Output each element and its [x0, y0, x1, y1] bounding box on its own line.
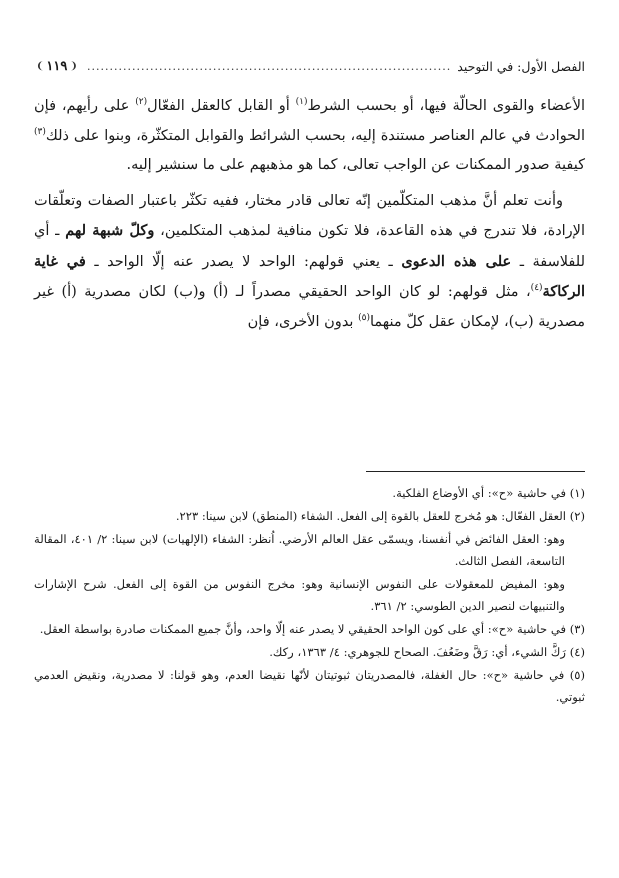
chapter-title: الفصل الأول: في التوحيد: [457, 59, 585, 74]
bold-phrase-3: في غاية الركاكة: [34, 252, 585, 300]
footnote-ref-3[interactable]: (٣): [34, 126, 46, 137]
footnote-2: (٢) العقل الفعّال: هو مُخرج للعقل بالقوة إلى الفعل. الشفاء (المنطق) لابن سينا: ٢٢٣.: [175, 509, 585, 523]
footnote-ref-4[interactable]: (٤): [530, 283, 543, 294]
footnote-ref-1[interactable]: (١): [295, 97, 308, 108]
main-text: [34, 92, 585, 343]
footnote-5: (٥) في حاشية «ح»: حال الغفلة، فالمصدريتان ثبوتيتان لأنّها نقيضا العدم، وهو قولنا: لا مصدرية، ونقيض العدمي ثبوتي.: [34, 668, 585, 704]
footnote-3: (٣) في حاشية «ح»: أي على كون الواحد الحقيقي لا يصدر عنه إلّا واحد، وأنَّ جميع الممكنات صادرة بواسطة العقل.: [39, 622, 585, 636]
footnote-2-cont-a: وهو: العقل الفائض في أنفسنا، ويسمّى عقل العالم الأرضي. اُنظر: الشفاء (الإلهيات) لابن سينا: ٢/ ٤٠١، المقالة التاسعة، الفصل الثالث.: [34, 532, 566, 568]
paragraph-2: وأنت تعلم أنَّ مذهب المتكلّمين إنّه تعالى قادر مختار، ففيه تكثّر باعتبار الصفات وتعلّقات الإرادة، فلا تندرج في هذه القاعدة، فلا تكون منافية لمذهب المتكلمين، وكلّ شبهة لهم ـ أي للفلاسفة ـ على هذه الدعوى ـ يعني قولهم: الواحد لا يصدر عنه إلّا الواحد ـ في غاية الركاكة$^{(٤)}$، مثل قولهم: لو كان الواحد الحقيقي مصدراً لـ (أ) و(ب) لكان مصدرية (أ) غير مصدرية (ب)، لإمكان عقل كلّ منهما$^{(٥)}$ بدون الأخرى، فإن: [34, 192, 585, 330]
bold-phrase-1: وكلّ شبهة لهم: [65, 222, 155, 239]
footnote-divider: [366, 471, 585, 472]
footnote-4: (٤) رَكَّ الشيء، أي: رَقَّ وضَعُفَ. الصحاح للجوهري: ٤/ ١٣٦٣، ركك.: [269, 645, 585, 659]
ornament-right: ❩: [36, 61, 45, 72]
footnote-ref-2[interactable]: (٢): [135, 97, 148, 108]
footnote-ref-5[interactable]: (٥): [358, 312, 370, 323]
footnote-2-cont-b: وهو: المفيض للمعقولات على النفوس الإنسانية وهو: مخرج النفوس من القوة إلى الفعل. شرح الإشارات والتنبيهات لنصير الدين الطوسي: ٢/ ٣٦١.: [34, 577, 565, 613]
leader-dots: [86, 56, 452, 78]
running-header: [34, 56, 585, 78]
paragraph-1: الأعضاء والقوى الحالّة فيها، أو بحسب الشرط$^{(١)}$ أو القابل كالعقل الفعّال$^{(٢)}$ على رأيهم، فإن الحوادث في عالم العناصر مستندة إليه، بحسب الشرائط والقوابل المتكثّرة، وبنوا على ذلك$^{(٣)}$ كيفية صدور الممكنات عن الواجب تعالى، كما هو مذهبهم على ما سنشير إليه.: [34, 97, 585, 173]
footnote-1: (١) في حاشية «ح»: أي الأوضاع الفلكية.: [392, 486, 585, 500]
bold-phrase-2: على هذه الدعوى: [401, 252, 512, 270]
ornament-left: ❨: [69, 61, 78, 72]
page-number: ١١٩: [46, 59, 68, 74]
footnotes: [34, 482, 585, 709]
